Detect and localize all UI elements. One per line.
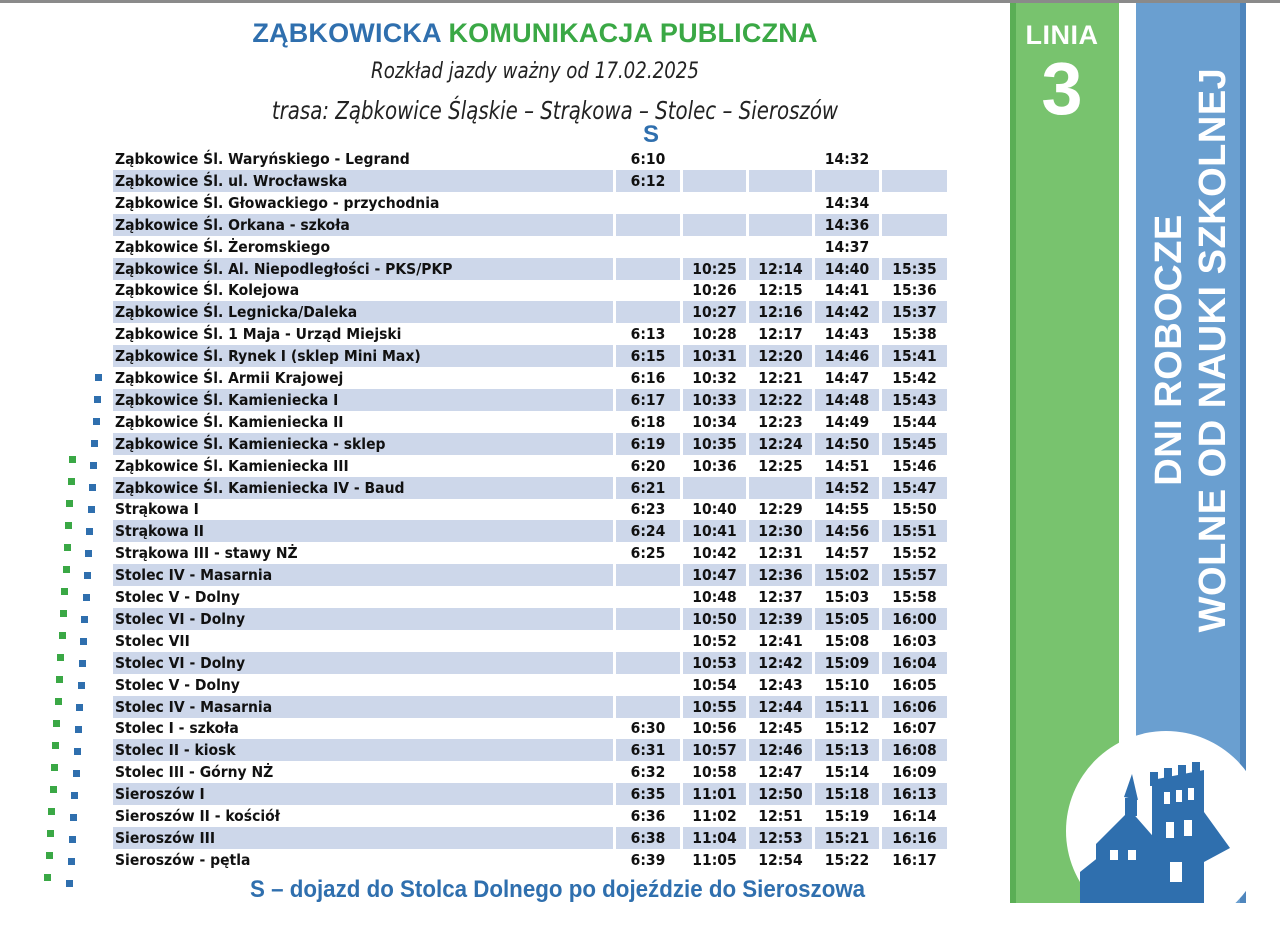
departure-time: 10:58 [692, 763, 737, 782]
stop-name: Stolec V - Dolny [115, 588, 240, 606]
departure-time [616, 608, 680, 630]
departure-time [616, 258, 680, 280]
stop-name: Strąkowa II [113, 520, 613, 542]
departure-time: 16:06 [882, 696, 947, 718]
table-row [113, 279, 947, 301]
departure-time: 15:36 [892, 281, 937, 300]
departure-time: 15:37 [882, 301, 947, 323]
departure-time: 14:48 [815, 389, 879, 411]
departure-time: 16:08 [882, 739, 947, 761]
decoration-dot [68, 478, 75, 485]
departure-time [882, 148, 947, 170]
decoration-dot [93, 418, 100, 425]
departure-time: 15:52 [892, 544, 937, 563]
departure-time: 16:16 [882, 827, 947, 849]
departure-time: 15:46 [892, 456, 937, 475]
departure-time: 12:15 [758, 281, 803, 300]
decoration-dot [81, 616, 88, 623]
departure-time: 10:35 [683, 433, 746, 455]
departure-time: 10:52 [692, 631, 737, 650]
departure-time: 14:37 [824, 237, 870, 256]
stop-name: Ząbkowice Śl. Waryńskiego - Legrand [115, 150, 410, 168]
departure-time: 15:43 [882, 389, 947, 411]
title-blue: ZĄBKOWICKA [252, 18, 441, 48]
departure-time: 15:21 [815, 827, 879, 849]
table-row [113, 477, 947, 499]
stop-name: Ząbkowice Śl. Kamieniecka II [115, 412, 344, 431]
departure-time: 15:08 [824, 631, 870, 650]
departure-time: 6:15 [616, 345, 680, 367]
departure-time [616, 192, 680, 214]
table-row [113, 367, 947, 389]
decoration-dot [66, 500, 73, 507]
departure-time: 14:34 [824, 193, 870, 212]
departure-time: 16:13 [882, 783, 947, 805]
stop-name: Stolec IV - Masarnia [113, 696, 613, 718]
table-row [113, 586, 947, 608]
departure-time: 6:35 [616, 783, 680, 805]
table-row [113, 652, 947, 674]
departure-time: 14:49 [824, 412, 870, 431]
table-row [113, 498, 947, 520]
decoration-dot [80, 638, 87, 645]
departure-time [616, 236, 680, 258]
decoration-dot [75, 726, 82, 733]
departure-time: 15:05 [815, 608, 879, 630]
table-row [113, 805, 947, 827]
table-row [113, 849, 947, 871]
stop-name: Stolec VI - Dolny [113, 608, 613, 630]
table-row [113, 520, 947, 542]
departure-time [749, 236, 812, 258]
decoration-dot [47, 830, 54, 837]
stop-name: Ząbkowice Śl. Armii Krajowej [115, 369, 344, 387]
departure-time: 10:56 [692, 719, 737, 738]
departure-time [683, 170, 746, 192]
decoration-dot [86, 528, 93, 535]
departure-time: 15:50 [892, 500, 937, 519]
departure-time: 14:41 [824, 281, 870, 300]
table-row [113, 696, 947, 718]
departure-time: 12:14 [749, 258, 812, 280]
decoration-dot [71, 792, 78, 799]
departure-time: 12:24 [749, 433, 812, 455]
service-days-line1: DNI ROBOCZE [1148, 214, 1190, 486]
departure-time: 14:40 [815, 258, 879, 280]
departure-time: 15:51 [882, 520, 947, 542]
departure-time: 14:43 [824, 325, 870, 344]
departure-time: 6:36 [630, 807, 666, 825]
departure-time [882, 170, 947, 192]
departure-time: 10:54 [692, 675, 737, 694]
decoration-dot [60, 610, 67, 617]
decoration-dot [85, 550, 92, 557]
service-days-line2: WOLNE OD NAUKI SZKOLNEJ [1192, 67, 1234, 633]
table-row [113, 630, 947, 652]
table-row [113, 827, 947, 849]
departure-time: 6:24 [616, 520, 680, 542]
departure-time [749, 214, 812, 236]
band-edge [1010, 3, 1016, 903]
departure-time: 6:32 [630, 763, 666, 782]
stop-name: Ząbkowice Śl. Kolejowa [115, 281, 300, 300]
table-row [113, 608, 947, 630]
departure-time: 16:14 [892, 807, 937, 825]
departure-time: 10:32 [692, 369, 737, 387]
departure-time: 6:23 [630, 500, 666, 519]
departure-time: 10:48 [692, 588, 737, 606]
route-description: trasa: Ząbkowice Śląskie – Strąkowa – Stolec – Sieroszów [271, 96, 839, 125]
departure-time: 15:13 [815, 739, 879, 761]
departure-time: 16:00 [882, 608, 947, 630]
departure-time [683, 192, 746, 214]
footer-note: S – dojazd do Stolca Dolnego po dojeździe do Sieroszowa [250, 876, 866, 903]
table-row [113, 674, 947, 696]
decoration-dot [63, 566, 70, 573]
departure-time: 15:35 [882, 258, 947, 280]
departure-time: 15:58 [892, 588, 937, 606]
departure-time: 6:12 [616, 170, 680, 192]
departure-time: 14:52 [815, 477, 879, 499]
departure-time: 14:51 [824, 456, 870, 475]
departure-time [616, 674, 680, 696]
stop-name: Stolec III - Górny NŻ [115, 763, 274, 782]
departure-time: 15:22 [824, 850, 870, 869]
departure-time [683, 214, 746, 236]
departure-time: 10:47 [683, 564, 746, 586]
page-margin [1247, 3, 1280, 903]
departure-time: 12:22 [749, 389, 812, 411]
departure-time: 12:53 [749, 827, 812, 849]
stop-name: Ząbkowice Śl. 1 Maja - Urząd Miejski [115, 325, 402, 344]
departure-time: 16:09 [892, 763, 937, 782]
departure-time [616, 652, 680, 674]
decoration-dot [68, 858, 75, 865]
decoration-dot [70, 814, 77, 821]
validity-date: Rozkład jazdy ważny od 17.02.2025 [371, 59, 699, 84]
stop-name: Stolec II - kiosk [113, 739, 613, 761]
departure-time: 15:44 [892, 412, 937, 431]
decoration-dot [95, 374, 102, 381]
departure-time: 6:10 [630, 150, 666, 168]
table-row [113, 301, 947, 323]
stop-name: Ząbkowice Śl. Rynek I (sklep Mini Max) [113, 345, 613, 367]
departure-time: 6:13 [630, 325, 666, 344]
departure-time [749, 192, 812, 214]
stop-name: Sieroszów III [113, 827, 613, 849]
departure-time: 10:33 [683, 389, 746, 411]
departure-time: 15:38 [892, 325, 937, 344]
departure-time: 6:30 [630, 719, 666, 738]
stop-name: Ząbkowice Śl. ul. Wrocławska [113, 170, 613, 192]
departure-time: 12:47 [758, 763, 803, 782]
departure-time: 12:21 [758, 369, 803, 387]
departure-time: 14:50 [815, 433, 879, 455]
departure-time: 6:38 [616, 827, 680, 849]
departure-time: 12:36 [749, 564, 812, 586]
departure-time: 12:43 [758, 675, 803, 694]
decoration-dot [79, 660, 86, 667]
departure-time [683, 148, 746, 170]
stop-name: Ząbkowice Śl. Żeromskiego [115, 237, 331, 256]
departure-time: 10:41 [683, 520, 746, 542]
decoration-dot [84, 572, 91, 579]
stop-name: Ząbkowice Śl. Głowackiego - przychodnia [115, 193, 440, 212]
departure-time: 16:04 [882, 652, 947, 674]
decoration-dot [50, 786, 57, 793]
table-row [113, 192, 947, 214]
decoration-dot [53, 720, 60, 727]
departure-time: 6:31 [616, 739, 680, 761]
departure-time: 10:26 [692, 281, 737, 300]
decoration-dot [55, 698, 62, 705]
departure-time: 11:01 [683, 783, 746, 805]
departure-time: 16:05 [892, 675, 937, 694]
departure-time: 15:18 [815, 783, 879, 805]
departure-time: 12:51 [758, 807, 803, 825]
table-row [113, 411, 947, 433]
departure-time [882, 236, 947, 258]
decoration-dot [57, 654, 64, 661]
decoration-dot [89, 484, 96, 491]
departure-time: 14:56 [815, 520, 879, 542]
decoration-dot [74, 748, 81, 755]
departure-time: 11:02 [692, 807, 737, 825]
stop-name: Strąkowa III - stawy NŻ [115, 544, 298, 563]
departure-time [749, 477, 812, 499]
stop-name: Ząbkowice Śl. Kamieniecka III [115, 456, 349, 475]
table-row [113, 170, 947, 192]
decoration-dot [59, 632, 66, 639]
title-green: KOMUNIKACJA PUBLICZNA [448, 18, 818, 48]
departure-time: 15:45 [882, 433, 947, 455]
table-row [113, 345, 947, 367]
departure-time: 15:14 [824, 763, 870, 782]
departure-time: 15:12 [824, 719, 870, 738]
stop-name: Stolec VI - Dolny [113, 652, 613, 674]
departure-time: 6:20 [630, 456, 666, 475]
departure-time: 12:20 [749, 345, 812, 367]
departure-time [616, 301, 680, 323]
departure-time: 6:17 [616, 389, 680, 411]
departure-time: 15:57 [882, 564, 947, 586]
decoration-dot [73, 770, 80, 777]
decoration-dot [52, 742, 59, 749]
departure-time: 10:36 [692, 456, 737, 475]
decoration-dot [69, 836, 76, 843]
departure-time: 12:37 [758, 588, 803, 606]
departure-time: 11:05 [692, 850, 737, 869]
decoration-dot [44, 874, 51, 881]
line-number: 3 [1041, 47, 1083, 130]
table-row [113, 236, 947, 258]
departure-time [749, 170, 812, 192]
departure-time [749, 148, 812, 170]
stop-name: Ząbkowice Śl. Al. Niepodległości - PKS/PKP [113, 258, 613, 280]
departure-time: 15:03 [824, 588, 870, 606]
table-row [113, 739, 947, 761]
table-row [113, 564, 947, 586]
departure-time: 14:42 [815, 301, 879, 323]
departure-time: 10:53 [683, 652, 746, 674]
decoration-dot [90, 462, 97, 469]
table-row [113, 323, 947, 345]
decoration-dot [91, 440, 98, 447]
table-row [113, 148, 947, 170]
table-row [113, 258, 947, 280]
departure-time: 10:27 [683, 301, 746, 323]
departure-time: 6:25 [630, 544, 666, 563]
departure-time: 15:41 [882, 345, 947, 367]
decoration-dot [76, 704, 83, 711]
departure-time: 6:18 [630, 412, 666, 431]
departure-time [616, 696, 680, 718]
departure-time: 6:39 [630, 850, 666, 869]
departure-time: 10:25 [683, 258, 746, 280]
decoration-dot [78, 682, 85, 689]
departure-time: 12:44 [749, 696, 812, 718]
stop-name: Ząbkowice Śl. Legnicka/Daleka [113, 301, 613, 323]
departure-time [683, 477, 746, 499]
stop-name: Sieroszów I [113, 783, 613, 805]
decoration-dot [56, 676, 63, 683]
departure-time [882, 192, 947, 214]
stop-name: Ząbkowice Śl. Orkana - szkoła [113, 214, 613, 236]
departure-time: 12:23 [758, 412, 803, 431]
departure-time: 14:32 [824, 150, 870, 168]
departure-time: 14:57 [824, 544, 870, 563]
stop-name: Ząbkowice Śl. Kamieniecka IV - Baud [113, 477, 613, 499]
departure-time: 12:17 [758, 325, 803, 344]
table-row [113, 389, 947, 411]
stop-name: Strąkowa I [115, 500, 199, 519]
departure-time: 10:55 [683, 696, 746, 718]
departure-time: 16:03 [892, 631, 937, 650]
stop-name: Sieroszów II - kościół [115, 807, 280, 825]
stop-name: Sieroszów - pętla [115, 850, 251, 869]
table-row [113, 214, 947, 236]
departure-time: 6:21 [616, 477, 680, 499]
departure-time: 10:42 [692, 544, 737, 563]
departure-time: 12:39 [749, 608, 812, 630]
departure-time: 6:19 [616, 433, 680, 455]
departure-time: 10:34 [692, 412, 737, 431]
column-s-mark: S [642, 121, 659, 148]
departure-time: 16:17 [892, 850, 937, 869]
departure-time: 10:28 [692, 325, 737, 344]
departure-time: 15:47 [882, 477, 947, 499]
line-label: LINIA [1025, 20, 1099, 50]
departure-time: 15:11 [815, 696, 879, 718]
departure-time: 12:54 [758, 850, 803, 869]
departure-time: 16:07 [892, 719, 937, 738]
departure-time [882, 214, 947, 236]
departure-time: 15:09 [815, 652, 879, 674]
departure-time: 12:45 [758, 719, 803, 738]
departure-time: 12:30 [749, 520, 812, 542]
table-row [113, 783, 947, 805]
departure-time: 15:10 [824, 675, 870, 694]
departure-time: 15:02 [815, 564, 879, 586]
departure-time: 14:55 [824, 500, 870, 519]
stop-name: Ząbkowice Śl. Kamieniecka I [113, 389, 613, 411]
departure-time [616, 630, 680, 652]
departure-time: 12:46 [749, 739, 812, 761]
page-title [250, 18, 820, 49]
departure-time: 15:42 [892, 369, 937, 387]
decoration-dot [48, 808, 55, 815]
departure-time [616, 214, 680, 236]
departure-time: 14:47 [824, 369, 870, 387]
stop-name: Stolec I - szkoła [115, 719, 239, 738]
stop-name: Ząbkowice Śl. Kamieniecka - sklep [113, 433, 613, 455]
departure-time: 10:57 [683, 739, 746, 761]
departure-time [683, 236, 746, 258]
departure-time [616, 279, 680, 301]
decoration-dot [66, 880, 73, 887]
decoration-dot [88, 506, 95, 513]
decoration-dot [51, 764, 58, 771]
departure-time: 14:46 [815, 345, 879, 367]
departure-time: 11:04 [683, 827, 746, 849]
departure-time [616, 564, 680, 586]
decoration-dot [64, 544, 71, 551]
departure-time: 12:31 [758, 544, 803, 563]
departure-time: 10:31 [683, 345, 746, 367]
decoration-dot [61, 588, 68, 595]
town-tower-emblem-icon [1080, 752, 1240, 903]
departure-time: 12:50 [749, 783, 812, 805]
departure-time: 10:50 [683, 608, 746, 630]
stop-name: Stolec VII [115, 631, 190, 650]
table-row [113, 455, 947, 477]
decoration-dot [94, 396, 101, 403]
departure-time: 12:41 [758, 631, 803, 650]
table-row [113, 761, 947, 783]
departure-time [815, 170, 879, 192]
departure-time: 12:25 [758, 456, 803, 475]
decoration-dot [69, 456, 76, 463]
departure-time: 15:19 [824, 807, 870, 825]
departure-time: 12:29 [758, 500, 803, 519]
decoration-dot [46, 852, 53, 859]
stop-name: Stolec V - Dolny [115, 675, 240, 694]
stop-name: Stolec IV - Masarnia [113, 564, 613, 586]
departure-time: 14:36 [815, 214, 879, 236]
departure-time [616, 586, 680, 608]
departure-time: 6:16 [630, 369, 666, 387]
table-row [113, 542, 947, 564]
table-row [113, 717, 947, 739]
departure-time: 12:16 [749, 301, 812, 323]
departure-time: 10:40 [692, 500, 737, 519]
decoration-dot [65, 522, 72, 529]
table-row [113, 433, 947, 455]
decoration-dot [83, 594, 90, 601]
departure-time: 12:42 [749, 652, 812, 674]
